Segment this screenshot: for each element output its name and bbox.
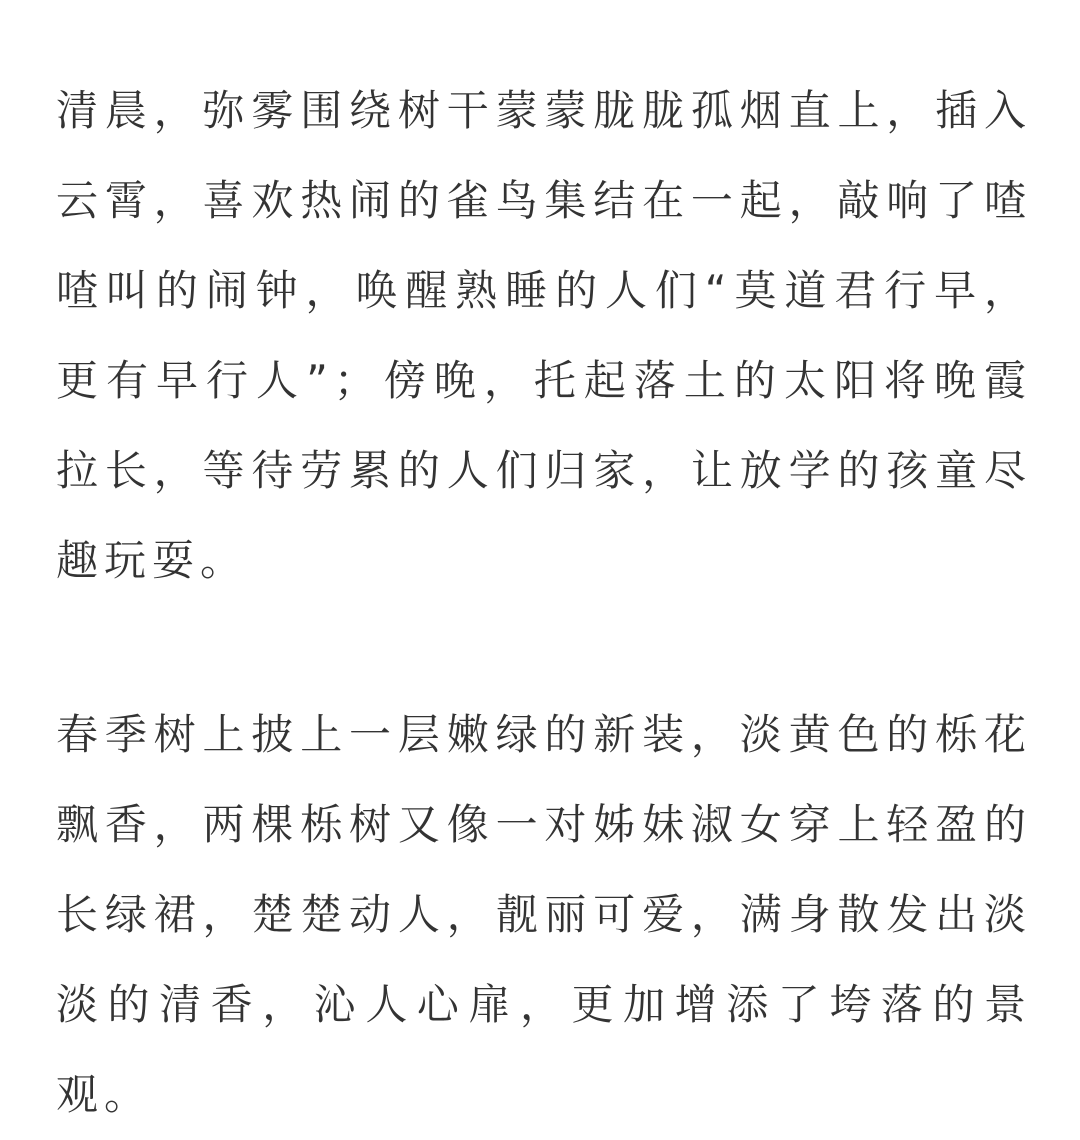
paragraph-spring: 春季树上披上一层嫩绿的新装，淡黄色的栎花飘香，两棵栎树又像一对姊妹淑女穿上轻盈的长绿裙，楚楚动人，靓丽可爱，满身散发出淡淡的清香，沁人心扉，更加增添了垮落的景观。 — [56, 710, 1032, 1119]
paragraph-morning-evening: 清晨，弥雾围绕树干蒙蒙胧胧孤烟直上，插入云霄，喜欢热闹的雀鸟集结在一起，敲响了喳喳叫的闹钟，唤醒熟睡的人们“莫道君行早，更有早行人”；傍晚，托起落土的太阳将晚霞拉长，等待劳累的人们归家，让放学的孩童尽趣玩耍。 — [56, 86, 1032, 585]
